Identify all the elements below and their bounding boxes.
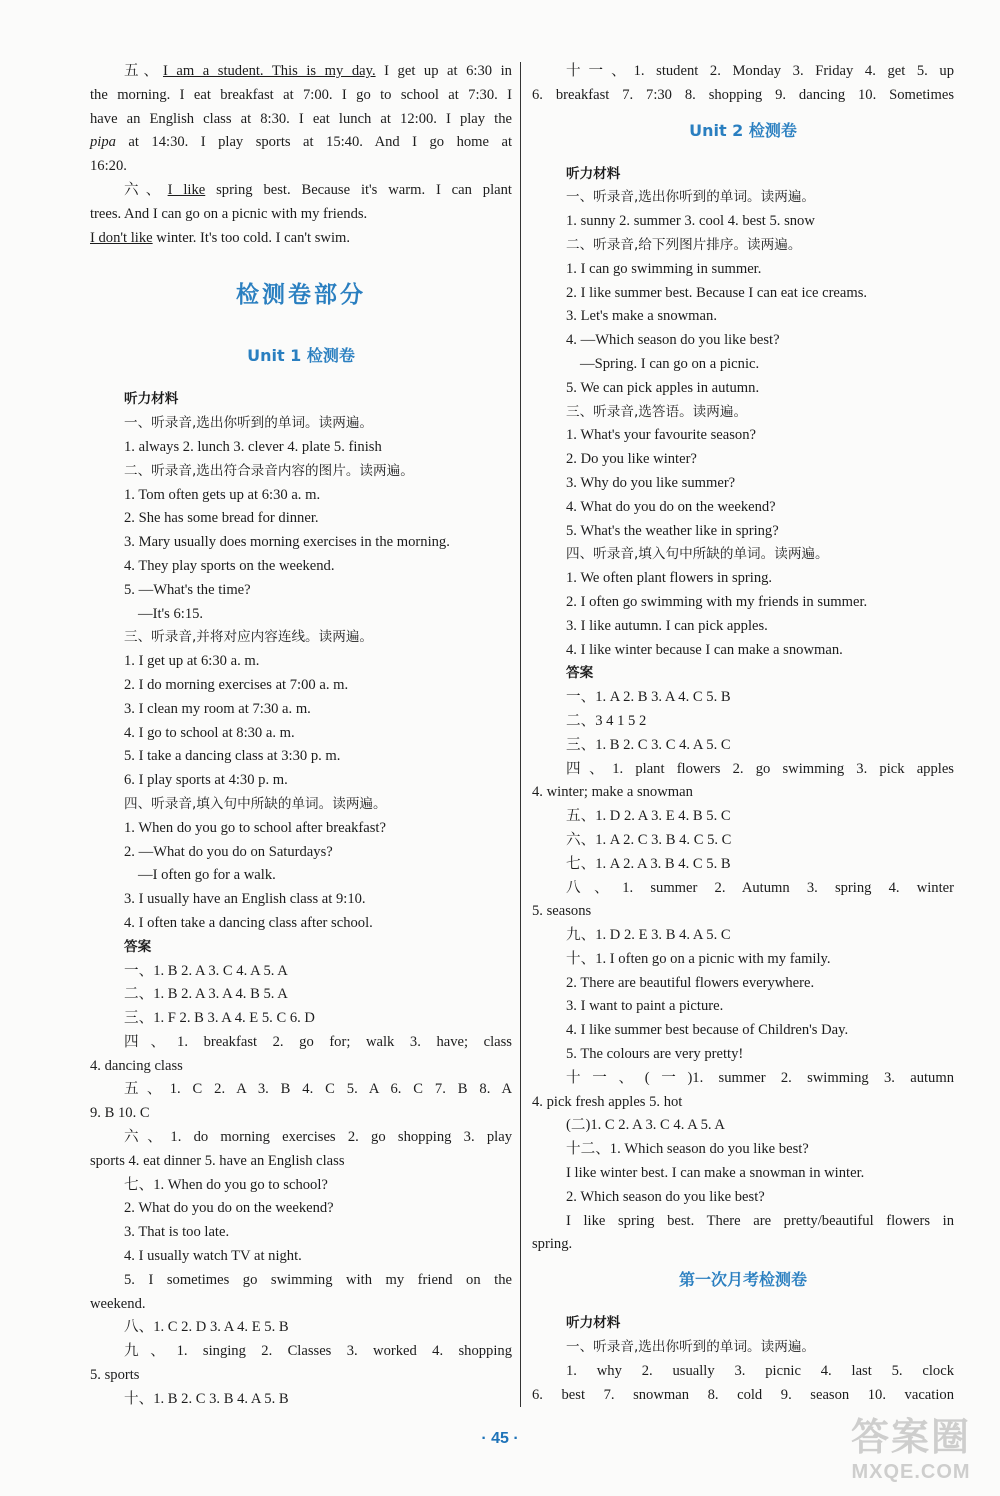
text-line: 1. sunny 2. summer 3. cool 4. best 5. snow	[566, 213, 815, 230]
text-line: 十、1. B 2. C 3. B 4. A 5. B	[124, 1390, 289, 1407]
text-line: 4. —Which season do you like best?	[566, 332, 780, 349]
left-column	[90, 60, 512, 1412]
page-number: · 45 ·	[481, 1430, 519, 1447]
text-line: 3. That is too late.	[124, 1224, 230, 1241]
text-line: 八、1. C 2. D 3. A 4. E 5. B	[124, 1319, 289, 1336]
text-line: 五、I am a student. This is my day. I get up at 6:30 in	[124, 63, 512, 79]
text-line: 九、1. D 2. E 3. B 4. A 5. C	[566, 927, 731, 944]
text-line: 1. What's your favourite season?	[566, 427, 756, 444]
text-line: 二、1. B 2. A 3. A 4. B 5. A	[124, 986, 288, 1003]
text-line: 5. seasons	[532, 903, 592, 920]
text-line: 八、1. summer 2. Autumn 3. spring 4. winter	[566, 879, 954, 896]
text-line: 3. Mary usually does morning exercises in the morning.	[124, 534, 450, 551]
text-line: 四、1. plant flowers 2. go swimming 3. pick apples	[566, 760, 954, 777]
text-line: 三、1. B 2. C 3. C 4. A 5. C	[566, 736, 731, 753]
unit-title: 第一次月考检测卷	[678, 1270, 807, 1290]
watermark-main: 答案圈	[850, 1415, 971, 1459]
text-line: 4. dancing class	[90, 1057, 183, 1074]
unit-title: Unit 2 检测卷	[689, 120, 797, 140]
text-line: 4. pick fresh apples 5. hot	[532, 1093, 683, 1110]
text-line: 2. What do you do on the weekend?	[124, 1200, 334, 1217]
text-line: 6. breakfast 7. 7:30 8. shopping 9. dancing 10. Sometimes	[532, 86, 954, 103]
text-line: 十一、1. student 2. Monday 3. Friday 4. get 5. up	[566, 63, 954, 79]
text-line: 六、1. A 2. C 3. B 4. C 5. C	[566, 831, 732, 848]
text-line: 1. We often plant flowers in spring.	[566, 570, 773, 587]
text-line: 4. They play sports on the weekend.	[124, 557, 335, 574]
text-line: 十二、1. Which season do you like best?	[566, 1141, 809, 1158]
text-line: 二、听录音,选出符合录音内容的图片。读两遍。	[124, 462, 414, 479]
text-line: 二、听录音,给下列图片排序。读两遍。	[566, 236, 802, 253]
text-line: 十一、(一)1. summer 2. swimming 3. autumn	[566, 1069, 954, 1086]
text-line: —I often go for a walk.	[138, 867, 276, 884]
text-line: pipa at 14:30. I play sports at 15:40. And I go home at	[90, 134, 512, 151]
text-line: 五、1. C 2. A 3. B 4. C 5. A 6. C 7. B 8. A	[124, 1081, 512, 1098]
text-line: 四、听录音,填入句中所缺的单词。读两遍。	[566, 546, 829, 563]
text-line: 2. She has some bread for dinner.	[124, 510, 319, 527]
text-line: 一、听录音,选出你听到的单词。读两遍。	[566, 1339, 816, 1356]
text-line: trees. And I can go on a picnic with my friends.	[90, 205, 368, 222]
text-line: I don't like winter. It's too cold. I can't swim.	[90, 229, 351, 246]
text-line: 二、3 4 1 5 2	[566, 712, 647, 729]
column-divider	[520, 62, 521, 1407]
text-line: 1. When do you go to school after breakfast?	[124, 819, 386, 836]
text-line: 3. Why do you like summer?	[566, 474, 736, 491]
unit-title: Unit 1 检测卷	[247, 346, 355, 366]
text-line: 3. I usually have an English class at 9:10.	[124, 891, 366, 908]
text-line: 七、1. A 2. A 3. B 4. C 5. B	[566, 855, 731, 872]
text-line: 5. I sometimes go swimming with my friend on the	[124, 1271, 512, 1288]
text-line: 6. best 7. snowman 8. cold 9. season 10. vacation	[532, 1386, 954, 1403]
text-line: 4. I usually watch TV at night.	[124, 1248, 302, 1265]
text-line: 1. I get up at 6:30 a. m.	[124, 653, 260, 670]
text-line: 4. I like summer best because of Children's Day.	[566, 1022, 849, 1039]
text-line: 16:20.	[90, 158, 127, 175]
text-line: 5. The colours are very pretty!	[566, 1046, 744, 1063]
text-line: 六、I like spring best. Because it's warm. I can plant	[124, 181, 512, 198]
text-line: —Spring. I can go on a picnic.	[580, 355, 760, 372]
subsection-header: 答案	[566, 665, 594, 682]
watermark-sub: MXQE.COM	[851, 1461, 971, 1483]
text-line: 2. —What do you do on Saturdays?	[124, 843, 333, 860]
section-title: 检测卷部分	[236, 282, 366, 309]
text-line: 四、1. breakfast 2. go for; walk 3. have; class	[124, 1033, 512, 1050]
text-line: 2. I often go swimming with my friends in summer.	[566, 593, 868, 610]
text-line: the morning. I eat breakfast at 7:00. I go to school at 7:30. I	[90, 86, 512, 103]
text-line: weekend.	[90, 1295, 146, 1312]
text-line: 3. I want to paint a picture.	[566, 998, 724, 1015]
text-line: 五、1. D 2. A 3. E 4. B 5. C	[566, 808, 731, 825]
watermark-logo	[836, 1406, 986, 1486]
subsection-header: 听力材料	[566, 165, 621, 182]
text-line: have an English class at 8:30. I eat lunch at 12:00. I play the	[90, 110, 512, 127]
text-line: spring.	[532, 1236, 573, 1253]
text-line: I like winter best. I can make a snowman in winter.	[566, 1165, 865, 1182]
text-line: 5. sports	[90, 1367, 140, 1384]
text-line: 1. Tom often gets up at 6:30 a. m.	[124, 486, 321, 503]
text-line: 3. I clean my room at 7:30 a. m.	[124, 700, 311, 717]
right-column	[532, 60, 954, 1407]
text-line: 9. B 10. C	[90, 1105, 150, 1122]
text-line: 2. Which season do you like best?	[566, 1188, 765, 1205]
text-line: 1. I can go swimming in summer.	[566, 260, 762, 277]
text-line: 三、听录音,选答语。读两遍。	[566, 403, 748, 420]
text-line: 2. I like summer best. Because I can eat ice creams.	[566, 284, 868, 301]
text-line: 2. I do morning exercises at 7:00 a. m.	[124, 676, 349, 693]
text-line: 4. winter; make a snowman	[532, 784, 693, 801]
text-line: 5. We can pick apples in autumn.	[566, 379, 760, 396]
subsection-header: 听力材料	[566, 1315, 621, 1332]
text-line: 4. What do you do on the weekend?	[566, 498, 776, 515]
text-line: 一、听录音,选出你听到的单词。读两遍。	[124, 415, 374, 432]
text-line: 三、1. F 2. B 3. A 4. E 5. C 6. D	[124, 1010, 315, 1027]
text-line: 3. I like autumn. I can pick apples.	[566, 617, 768, 634]
text-line: 一、1. B 2. A 3. C 4. A 5. A	[124, 962, 288, 979]
text-line: 4. I like winter because I can make a snowman.	[566, 641, 843, 658]
text-line: 十、1. I often go on a picnic with my family.	[566, 950, 831, 967]
text-line: (二)1. C 2. A 3. C 4. A 5. A	[566, 1117, 725, 1134]
text-line: 1. always 2. lunch 3. clever 4. plate 5. finish	[124, 438, 382, 455]
text-line: 4. I go to school at 8:30 a. m.	[124, 724, 295, 741]
subsection-header: 听力材料	[124, 391, 179, 408]
text-line: 1. why 2. usually 3. picnic 4. last 5. clock	[566, 1362, 954, 1379]
text-line: 5. I take a dancing class at 3:30 p. m.	[124, 748, 341, 765]
text-line: 2. Do you like winter?	[566, 451, 697, 468]
text-line: —It's 6:15.	[138, 605, 204, 622]
text-line: sports 4. eat dinner 5. have an English class	[90, 1152, 345, 1169]
text-line: 七、1. When do you go to school?	[124, 1176, 328, 1193]
text-line: 一、听录音,选出你听到的单词。读两遍。	[566, 189, 816, 206]
text-line: 6. I play sports at 4:30 p. m.	[124, 772, 288, 789]
text-line: I like spring best. There are pretty/beautiful flowers in	[566, 1212, 954, 1229]
text-line: 一、1. A 2. B 3. A 4. C 5. B	[566, 689, 731, 706]
text-line: 六、1. do morning exercises 2. go shopping 3. play	[124, 1129, 512, 1146]
text-line: 3. Let's make a snowman.	[566, 308, 717, 325]
text-line: 2. There are beautiful flowers everywhere.	[566, 974, 815, 991]
subsection-header: 答案	[124, 938, 152, 955]
text-line: 三、听录音,并将对应内容连线。读两遍。	[124, 629, 374, 646]
text-line: 4. I often take a dancing class after school.	[124, 914, 373, 931]
text-line: 5. —What's the time?	[124, 581, 251, 598]
text-line: 四、听录音,填入句中所缺的单词。读两遍。	[124, 795, 387, 812]
text-line: 5. What's the weather like in spring?	[566, 522, 779, 539]
text-line: 九、1. singing 2. Classes 3. worked 4. shopping	[124, 1343, 512, 1360]
